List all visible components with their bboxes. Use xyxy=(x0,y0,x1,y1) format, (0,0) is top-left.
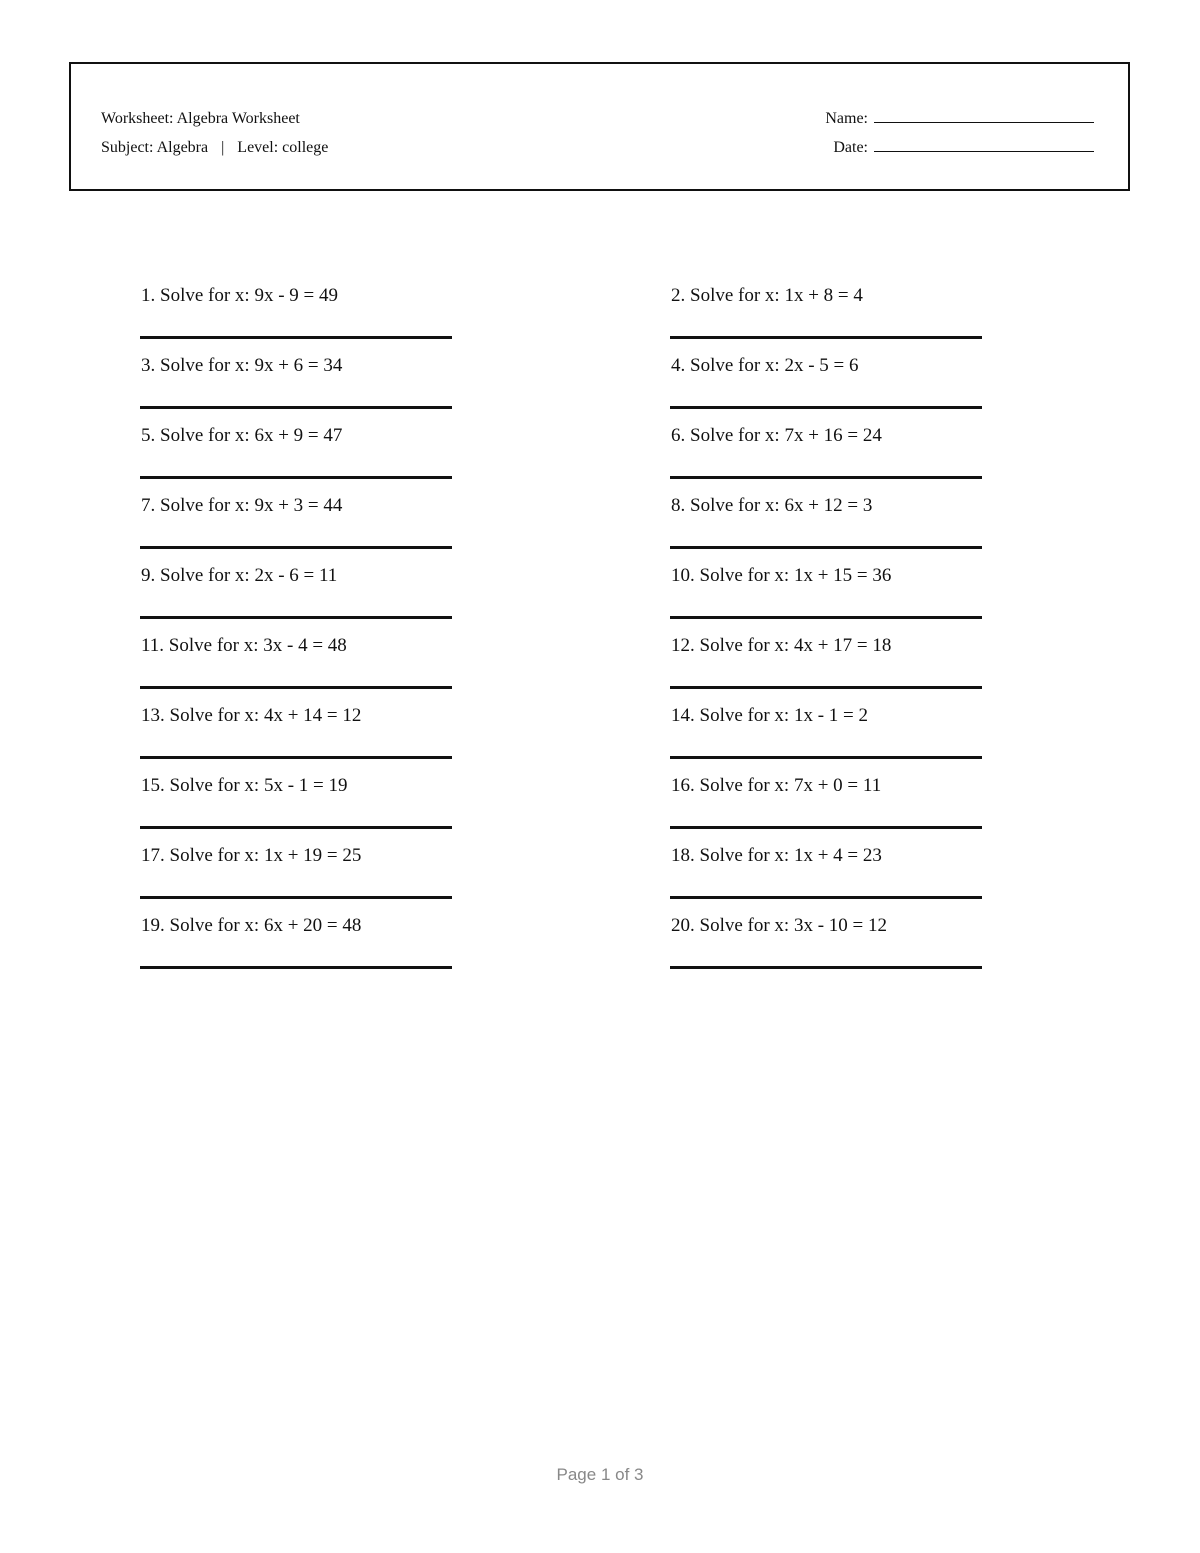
problem-text: 11. Solve for x: 3x - 4 = 48 xyxy=(141,635,347,656)
answer-line[interactable] xyxy=(140,476,452,479)
name-blank xyxy=(874,108,1094,123)
problem-item xyxy=(140,840,452,910)
problem-grid xyxy=(140,280,982,980)
problem-text: 12. Solve for x: 4x + 17 = 18 xyxy=(671,635,892,656)
answer-line[interactable] xyxy=(140,826,452,829)
answer-line[interactable] xyxy=(670,546,982,549)
problem-item xyxy=(670,700,982,770)
problem-text: 14. Solve for x: 1x - 1 = 2 xyxy=(671,705,869,726)
level-value: college xyxy=(282,139,329,156)
problem-item xyxy=(140,490,452,560)
problem-text: 4. Solve for x: 2x - 5 = 6 xyxy=(671,355,859,376)
problem-item xyxy=(140,700,452,770)
problem-text: 7. Solve for x: 9x + 3 = 44 xyxy=(141,495,343,516)
header-fields xyxy=(825,104,1094,162)
subject-value: Algebra xyxy=(156,139,209,156)
problem-item xyxy=(140,560,452,630)
problem-text: 17. Solve for x: 1x + 19 = 25 xyxy=(141,845,362,866)
problem-item xyxy=(670,770,982,840)
problem-text: 10. Solve for x: 1x + 15 = 36 xyxy=(671,565,892,586)
answer-line[interactable] xyxy=(140,546,452,549)
problem-text: 20. Solve for x: 3x - 10 = 12 xyxy=(671,915,888,936)
problem-item xyxy=(140,770,452,840)
problem-text: 18. Solve for x: 1x + 4 = 23 xyxy=(671,845,882,866)
answer-line[interactable] xyxy=(670,756,982,759)
subject-label: Subject: xyxy=(101,139,154,156)
problem-item xyxy=(670,420,982,490)
answer-line[interactable] xyxy=(670,336,982,339)
problem-text: 19. Solve for x: 6x + 20 = 48 xyxy=(141,915,362,936)
problem-text: 3. Solve for x: 9x + 6 = 34 xyxy=(141,355,343,376)
problem-text: 8. Solve for x: 6x + 12 = 3 xyxy=(671,495,873,516)
problem-text: 13. Solve for x: 4x + 14 = 12 xyxy=(141,705,362,726)
header-info xyxy=(101,104,328,162)
problem-item xyxy=(670,560,982,630)
problem-item xyxy=(670,630,982,700)
answer-line[interactable] xyxy=(140,966,452,969)
answer-line[interactable] xyxy=(140,686,452,689)
answer-line[interactable] xyxy=(140,756,452,759)
worksheet-label: Worksheet: xyxy=(101,110,174,127)
answer-line[interactable] xyxy=(670,476,982,479)
answer-line[interactable] xyxy=(670,686,982,689)
answer-line[interactable] xyxy=(140,336,452,339)
answer-line[interactable] xyxy=(670,406,982,409)
header-separator: | xyxy=(221,139,225,156)
subject-level-line xyxy=(101,133,328,162)
level-label: Level: xyxy=(237,139,279,156)
page-indicator: Page 1 of 3 xyxy=(556,1465,644,1484)
problem-item xyxy=(140,630,452,700)
name-label: Name: xyxy=(825,110,868,127)
worksheet-header xyxy=(69,62,1130,191)
answer-line[interactable] xyxy=(140,896,452,899)
problem-item xyxy=(140,910,452,980)
problem-item xyxy=(140,420,452,490)
date-label: Date: xyxy=(833,139,868,156)
answer-line[interactable] xyxy=(670,826,982,829)
answer-line[interactable] xyxy=(670,896,982,899)
problem-item xyxy=(140,280,452,350)
problem-text: 2. Solve for x: 1x + 8 = 4 xyxy=(671,285,863,306)
date-blank xyxy=(874,137,1094,152)
answer-line[interactable] xyxy=(140,406,452,409)
problem-text: 5. Solve for x: 6x + 9 = 47 xyxy=(141,425,343,446)
date-field-line xyxy=(825,133,1094,162)
problem-item xyxy=(670,910,982,980)
problem-item xyxy=(670,350,982,420)
answer-line[interactable] xyxy=(140,616,452,619)
problem-text: 15. Solve for x: 5x - 1 = 19 xyxy=(141,775,348,796)
problem-item xyxy=(670,280,982,350)
name-field-line xyxy=(825,104,1094,133)
worksheet-title: Algebra Worksheet xyxy=(176,110,300,127)
problem-item xyxy=(140,350,452,420)
worksheet-title-line xyxy=(101,104,328,133)
problem-item xyxy=(670,840,982,910)
problem-text: 16. Solve for x: 7x + 0 = 11 xyxy=(671,775,882,796)
problem-text: 6. Solve for x: 7x + 16 = 24 xyxy=(671,425,882,446)
problem-text: 9. Solve for x: 2x - 6 = 11 xyxy=(141,565,338,586)
problem-item xyxy=(670,490,982,560)
problem-text: 1. Solve for x: 9x - 9 = 49 xyxy=(141,285,339,306)
answer-line[interactable] xyxy=(670,616,982,619)
answer-line[interactable] xyxy=(670,966,982,969)
